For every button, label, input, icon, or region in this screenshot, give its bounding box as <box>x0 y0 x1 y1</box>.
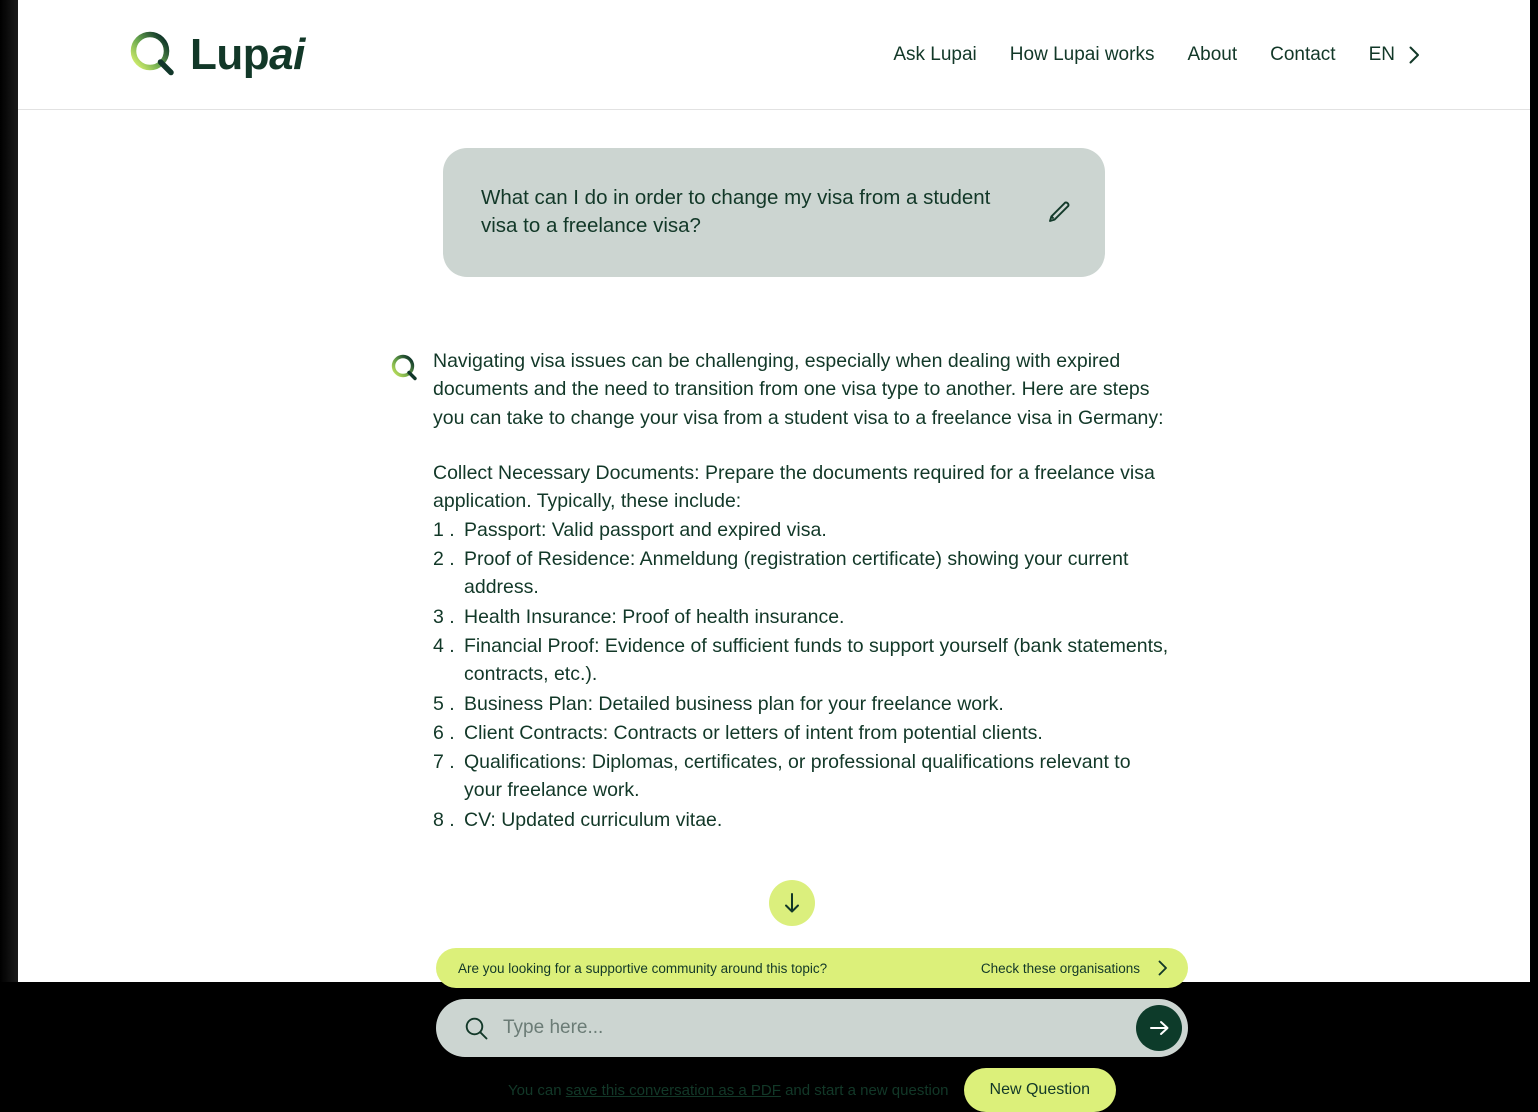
footer-prefix: You can <box>507 1081 562 1099</box>
answer-steps-list <box>433 516 1173 834</box>
language-label: EN <box>1368 44 1395 65</box>
list-item: Qualifications: Diplomas, certificates, or professional qualifications relevant to your freelance work. <box>464 751 1131 802</box>
list-item: Passport: Valid passport and expired visa. <box>464 518 827 541</box>
language-selector[interactable] <box>1369 45 1420 64</box>
question-bubble <box>443 148 1105 277</box>
window-left-shadow <box>0 0 18 1008</box>
site-header <box>18 0 1530 110</box>
nav-item-ask-lupai[interactable]: Ask Lupai <box>893 44 977 65</box>
main-nav <box>893 45 1420 64</box>
chat-content <box>18 110 1530 1099</box>
arrow-right-icon <box>1149 1019 1170 1037</box>
send-button[interactable] <box>1136 1005 1182 1051</box>
nav-item-contact[interactable]: Contact <box>1270 44 1336 65</box>
page-container <box>18 0 1530 1099</box>
list-item: Proof of Residence: Anmeldung (registration certificate) showing your current address. <box>464 548 1129 599</box>
list-item: Financial Proof: Evidence of sufficient funds to support yourself (bank statements, contracts, etc.). <box>464 634 1169 686</box>
search-input[interactable] <box>503 1017 1136 1039</box>
footer-actions <box>436 1068 1188 1112</box>
search-icon <box>464 1016 489 1041</box>
chat-input-bar <box>436 999 1188 1057</box>
magnifier-q-logo-icon <box>128 29 180 81</box>
list-item: Client Contracts: Contracts or letters of intent from potential clients. <box>464 721 1043 744</box>
save-pdf-link[interactable]: save this conversation as a PDF <box>565 1081 781 1099</box>
bottom-dock <box>436 948 1188 1112</box>
answer-row <box>18 347 1530 835</box>
nav-item-about[interactable]: About <box>1187 44 1238 65</box>
arrow-down-icon <box>782 892 802 914</box>
new-question-button[interactable]: New Question <box>964 1068 1117 1112</box>
question-text: What can I do in order to change my visa from a student visa to a freelance visa? <box>481 186 991 238</box>
answer-paragraph-1: Navigating visa issues can be challenging, especially when dealing with expired documents and the need to transition from one visa type to another. Here are steps you can take to change your visa from a student visa to a freelance visa in Germany: <box>433 349 1164 429</box>
promo-question-text: Are you looking for a supportive community around this topic? <box>458 960 828 976</box>
scroll-down-button[interactable] <box>769 880 815 926</box>
list-item: Business Plan: Detailed business plan for your freelance work. <box>464 692 1004 715</box>
list-item: Health Insurance: Proof of health insurance. <box>464 605 845 628</box>
answer-paragraph-2: Collect Necessary Documents: Prepare the documents required for a freelance visa application. Typically, these include: <box>433 461 1155 513</box>
nav-item-how-lupai-works[interactable]: How Lupai works <box>1009 44 1155 65</box>
promo-cta-label: Check these organisations <box>980 960 1140 976</box>
logo[interactable] <box>128 27 305 83</box>
chevron-right-icon <box>1158 960 1168 976</box>
community-promo-banner[interactable] <box>436 948 1188 988</box>
chevron-right-icon <box>1409 46 1420 64</box>
logo-wordmark: Lupai <box>190 29 305 79</box>
list-item: CV: Updated curriculum vitae. <box>464 808 723 831</box>
promo-cta-group[interactable] <box>981 960 1168 976</box>
pencil-icon[interactable] <box>1045 199 1071 225</box>
answer-body <box>433 347 1173 835</box>
window-right-shadow <box>1530 0 1538 1008</box>
lupai-q-mark-icon <box>390 353 420 383</box>
footer-suffix: and start a new question <box>785 1081 949 1099</box>
footer-hint <box>508 1082 949 1099</box>
question-row <box>18 148 1530 277</box>
